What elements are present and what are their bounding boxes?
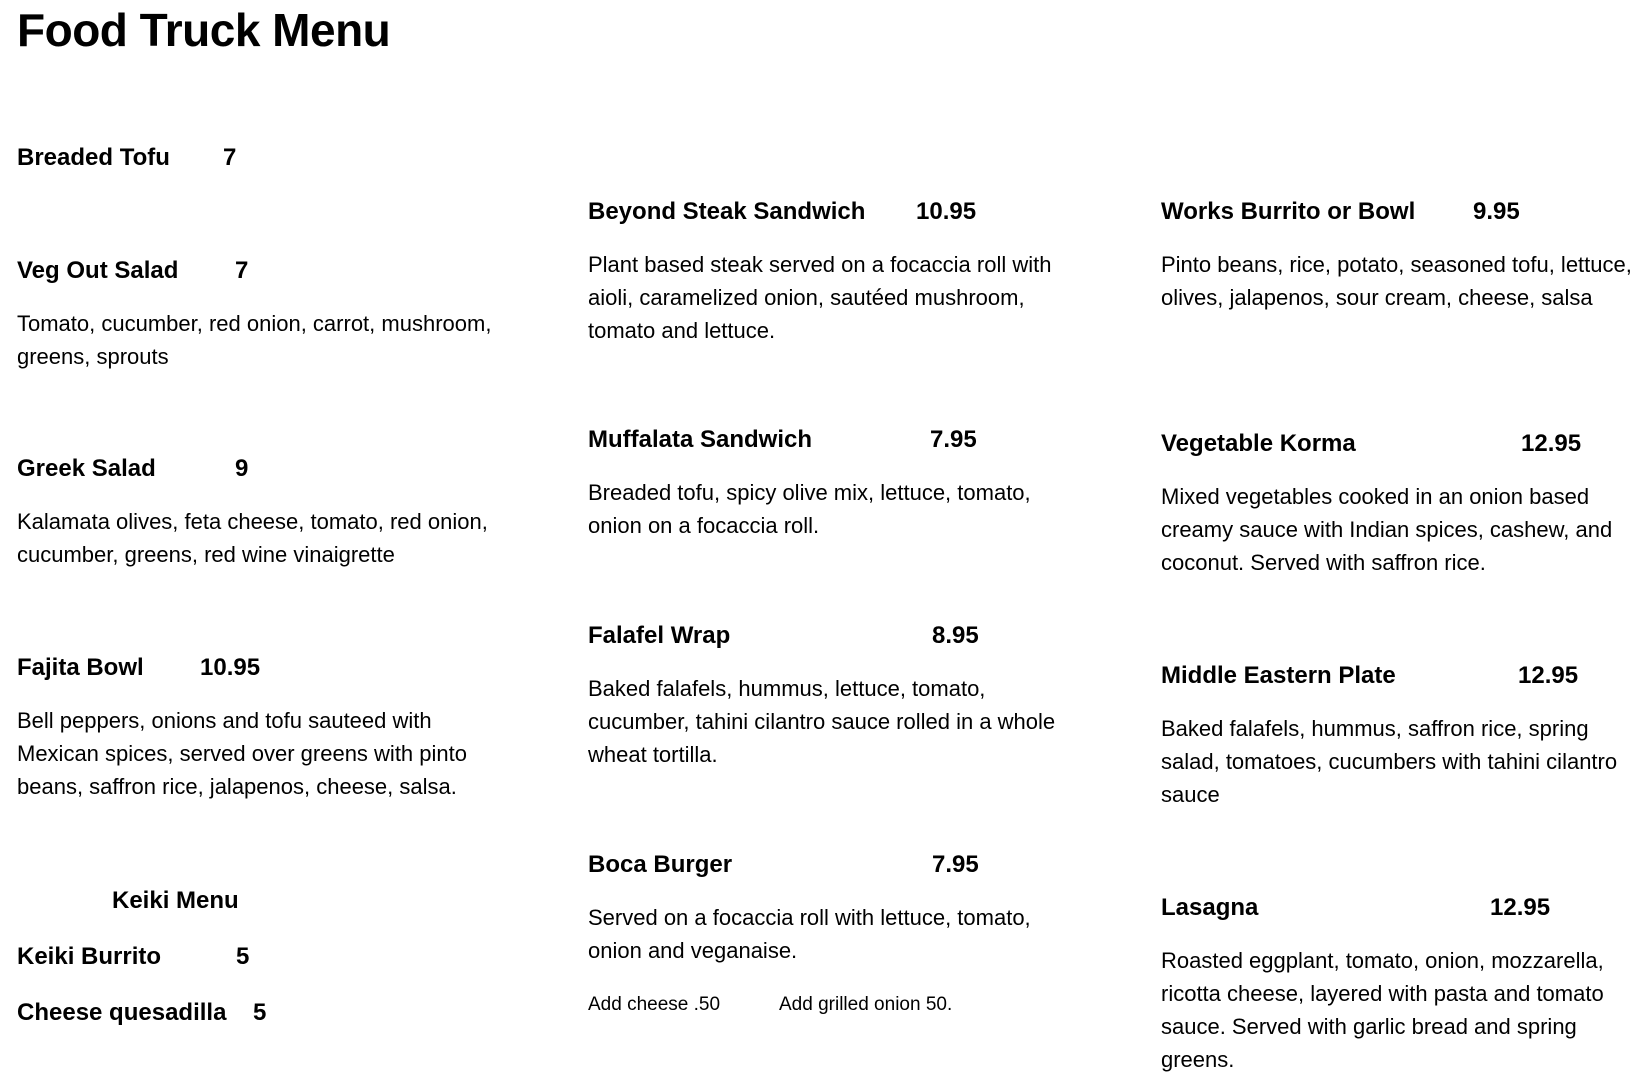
item-price: 10.95 [200,654,261,681]
item-description: Kalamata olives, feta cheese, tomato, red onion, cucumber, greens, red wine vinaigrette [17,509,488,567]
item-description: Baked falafels, hummus, lettuce, tomato, cucumber, tahini cilantro sauce rolled in a whole wheat tortilla. [588,676,1056,767]
item-description: Roasted eggplant, tomato, onion, mozzarella, ricotta cheese, layered with pasta and tomato sauce. Served with garlic bread and spring greens. [1161,948,1604,1072]
item-name: Boca Burger [588,851,733,878]
menu-item-falafel-wrap [588,620,1078,771]
item-price: 9 [235,455,249,482]
item-description: Plant based steak served on a focaccia roll with aioli, caramelized onion, sautéed mushroom, tomato and lettuce. [588,252,1052,343]
item-name: Lasagna [1161,894,1259,921]
item-name: Works Burrito or Bowl [1161,198,1416,225]
item-description: Mixed vegetables cooked in an onion based creamy sauce with Indian spices, cashew, and coconut. Served with saffron rice. [1161,484,1613,575]
item-description: Bell peppers, onions and tofu sauteed with Mexican spices, served over greens with pinto beans, saffron rice, jalapenos, cheese, salsa. [17,708,467,799]
item-name: Keiki Burrito [17,943,162,970]
item-price: 12.95 [1490,894,1551,921]
item-description: Tomato, cucumber, red onion, carrot, mushroom, greens, sprouts [17,311,492,369]
addon-cheese: Add cheese .50 [588,994,721,1015]
menu-item-beyond-steak-sandwich [588,196,1078,347]
item-description: Served on a focaccia roll with lettuce, tomato, onion and veganaise. [588,905,1031,963]
item-name: Breaded Tofu [17,144,170,171]
addon-grilled-onion: Add grilled onion 50. [779,994,953,1015]
menu-item-greek-salad [17,453,497,571]
item-price: 8.95 [932,622,979,649]
item-name: Greek Salad [17,455,156,482]
item-name: Cheese quesadilla [17,999,227,1026]
keiki-menu-heading: Keiki Menu [112,887,239,914]
item-description: Pinto beans, rice, potato, seasoned tofu, lettuce, olives, jalapenos, sour cream, cheese, salsa [1161,252,1632,310]
item-price: 7 [223,144,237,171]
item-name: Muffalata Sandwich [588,426,813,453]
item-price: 12.95 [1521,430,1582,457]
item-description: Breaded tofu, spicy olive mix, lettuce, tomato, onion on a focaccia roll. [588,480,1031,538]
item-name: Beyond Steak Sandwich [588,198,866,225]
item-price: 9.95 [1473,198,1520,225]
item-price: 12.95 [1518,662,1579,689]
page-title: Food Truck Menu [17,4,391,56]
item-price: 7.95 [930,426,977,453]
menu-item-middle-eastern-plate [1161,660,1651,811]
item-price: 7 [235,257,249,284]
item-name: Fajita Bowl [17,654,144,681]
item-name: Vegetable Korma [1161,430,1356,457]
menu-item-fajita-bowl [17,652,497,803]
item-price: 7.95 [932,851,979,878]
item-price: 10.95 [916,198,977,225]
item-price: 5 [253,999,267,1026]
menu-item-vegetable-korma [1161,428,1651,579]
menu-item-muffalata-sandwich [588,424,1078,542]
item-description: Baked falafels, hummus, saffron rice, spring salad, tomatoes, cucumbers with tahini cilantro sauce [1161,716,1618,807]
menu-item-works-burrito-or-bowl [1161,196,1651,314]
item-name: Middle Eastern Plate [1161,662,1396,689]
item-name: Veg Out Salad [17,257,179,284]
item-price: 5 [236,943,250,970]
menu-item-boca-burger [588,849,1078,967]
menu-item-veg-out-salad [17,255,497,373]
menu-item-lasagna [1161,892,1651,1076]
item-name: Falafel Wrap [588,622,731,649]
